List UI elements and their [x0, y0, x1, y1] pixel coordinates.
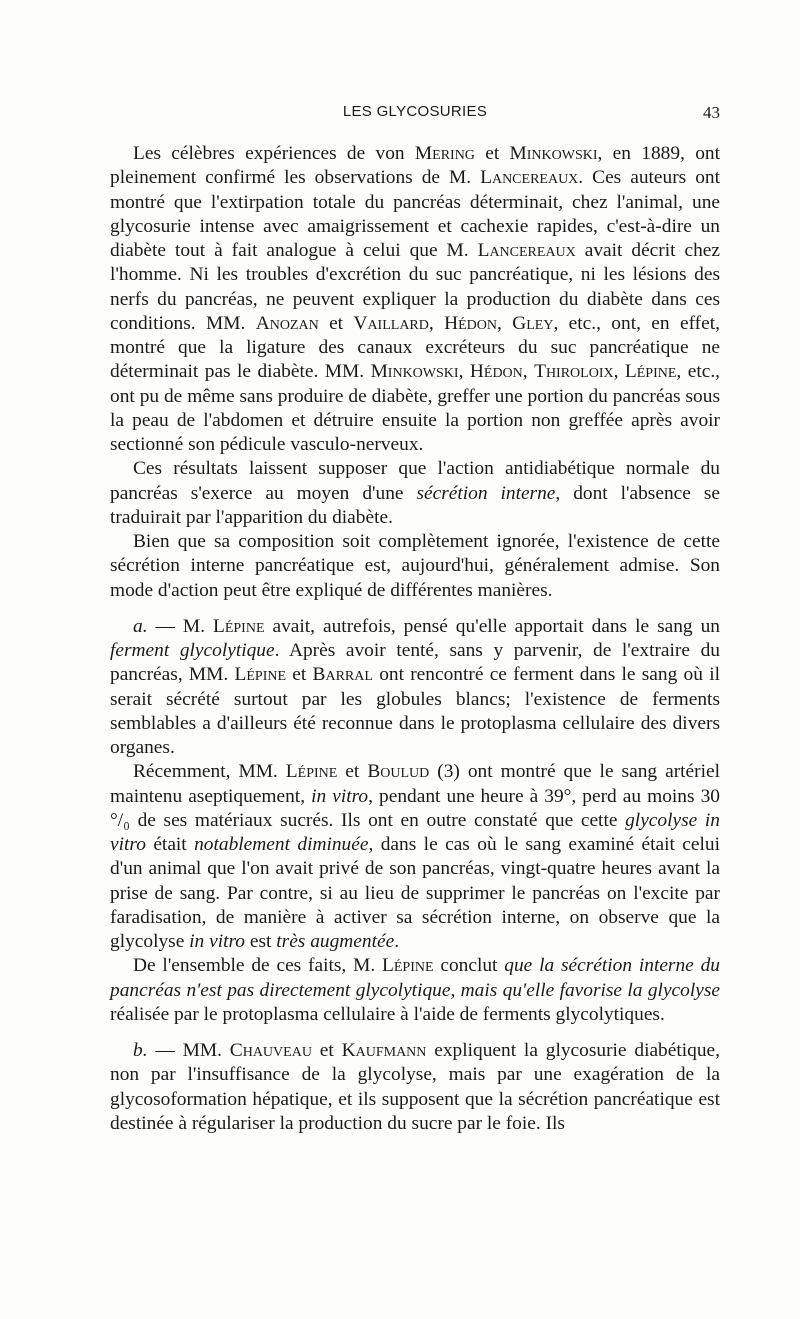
text-run: , dans le cas où le sang examiné était celui d'un animal que l'on avait privé de son pancréas, vingt-quatre heures avant la prise de sang. Par contre, si au lieu de supprimer le pancréas on l'excite par faradisation, de manière à activer sa sécrétion interne, on observe que la glycolyse — [110, 834, 720, 952]
text-run: , en 1889, ont pleinement confirmé les observations de M. — [110, 143, 720, 189]
text-run: . Ces auteurs ont montré que l'extirpation totale du pancréas déterminait, chez l'animal, une glycosurie intense avec amaigrissement et cachexie rapides, c'est-à-dire un diabète tout à fait analogue à celui que M. — [110, 167, 721, 261]
text-run: De l'ensemble de ces faits, M. — [133, 955, 383, 977]
paragraph — [110, 615, 720, 761]
text-run: réalisée par le protoplasma cellulaire à l'aide de ferments glycolytiques. — [110, 1003, 665, 1025]
text-run: et — [311, 1040, 342, 1061]
author-name: Thiroloix — [534, 361, 614, 383]
author-name: Lépine — [234, 664, 287, 686]
author-name: Minkowski — [370, 361, 459, 383]
text-run: , etc., ont pu de même sans produire de diabète, greffer une portion du pancréas sous la peau de l'abdomen et détruire ensuite la portion non greffée après avoir sectionné son pédicule vasculo-nerveux. — [110, 361, 721, 455]
author-name: Lépine — [212, 615, 265, 637]
paragraph — [110, 457, 720, 530]
author-name: Boulud — [367, 761, 430, 783]
text-run: expliquent la glycosurie diabétique, non par l'insuffisance de la glycolyse, mais par une exagération de la glycosoformation hépatique, et ils supposent que la sécrétion pancréatique est destinée à régulariser la production du sucre par le foie. Ils — [110, 1040, 720, 1134]
author-name: Hédon — [469, 361, 523, 383]
author-name: Gley — [512, 312, 554, 334]
author-name: Lancereaux — [480, 167, 579, 189]
text-run: et — [286, 664, 313, 686]
author-name: Lépine — [624, 361, 677, 383]
emphasis-text: a. — [133, 615, 148, 637]
text-run: (3) ont montré que le sang artériel maintenu aseptiquement, — [110, 761, 720, 807]
paragraph — [110, 530, 720, 603]
text-run: et — [474, 143, 510, 164]
paragraph — [110, 1039, 720, 1136]
emphasis-text: ferment glycolytique — [110, 640, 275, 661]
running-head — [110, 101, 720, 125]
text-run: — M. — [147, 615, 213, 637]
text-run: , — [522, 361, 535, 383]
text-run: et — [337, 761, 368, 783]
text-run: ont rencontré ce ferment dans le sang où il serait sécrété surtout par les globules blancs; l'existence de ferments semblables a d'ailleurs été reconnue dans le protoplasma cellulaire des divers organes. — [110, 664, 720, 758]
text-run: Récemment, MM. — [133, 761, 286, 783]
author-name: Chauveau — [229, 1040, 312, 1061]
emphasis-text: que la sécrétion interne du pancréas n'est pas directement glycolytique, mais qu'elle favorise la glycolyse — [110, 955, 720, 1001]
author-name: Minkowski — [509, 143, 598, 164]
text-run: , — [458, 361, 470, 383]
text-run: . — [394, 931, 400, 952]
author-name: Mering — [414, 143, 475, 164]
emphasis-text: in vitro — [189, 931, 246, 952]
emphasis-text: in vitro — [311, 785, 369, 807]
author-name: Kaufmann — [341, 1040, 427, 1061]
text-run: avait, autrefois, pensé qu'elle apportait dans le sang un — [264, 615, 720, 637]
text-run: Ces résultats laissent supposer que l'action antidiabétique normale du pancréas s'exerce au moyen d'une — [110, 458, 720, 504]
emphasis-text: notablement diminuée — [194, 834, 369, 855]
text-run: conclut — [433, 955, 505, 977]
author-name: Hédon — [444, 312, 497, 334]
author-name: Barral — [312, 664, 373, 686]
text-run: Les célèbres expériences de von — [133, 143, 415, 164]
paragraph — [110, 954, 720, 1027]
emphasis-text: glycolyse in vitro — [110, 809, 720, 855]
text-run: , — [497, 312, 513, 334]
text-run: était — [145, 834, 195, 855]
paragraph — [110, 760, 720, 954]
text-run: . Après avoir tenté, sans y parvenir, de l'extraire du pancréas, MM. — [110, 640, 720, 686]
emphasis-text: très augmentée — [276, 931, 395, 952]
text-run: — MM. — [147, 1040, 230, 1061]
page-number: 43 — [703, 103, 720, 122]
text-run: , — [613, 361, 625, 383]
text-run: avait décrit chez l'homme. Ni les troubles d'excrétion du suc pancréatique, ni les lésions des nerfs du pancréas, ne peuvent expliquer la production du diabète dans ces conditions. MM. — [110, 240, 720, 334]
paragraph — [110, 142, 720, 457]
text-run: est — [245, 931, 277, 952]
text-run: et — [318, 312, 354, 334]
author-name: Lépine — [285, 761, 338, 783]
text-run: , — [428, 312, 445, 334]
text-run: , etc., ont, en effet, montré que la ligature des canaux excréteurs du suc pancréatique ne déterminait pas le diabète. MM. — [110, 312, 720, 383]
text-run: Bien que sa composition soit complètement ignorée, l'existence de cette sécrétion interne pancréatique est, aujourd'hui, généralement admise. Son mode d'action peut être expliqué de différentes manières. — [110, 531, 720, 601]
body-text — [110, 142, 720, 1136]
emphasis-text: sécrétion interne — [416, 482, 556, 504]
author-name: Lépine — [382, 955, 434, 977]
author-name: Anozan — [255, 312, 319, 334]
emphasis-text: b. — [133, 1040, 148, 1061]
text-run: , pendant une heure à 39°, perd au moins 30 °/₀ de ses matériaux sucrés. Ils ont en outre constaté que cette — [110, 785, 720, 831]
author-name: Vaillard — [353, 312, 429, 334]
author-name: Lancereaux — [477, 240, 576, 261]
text-run: , dont l'absence se traduirait par l'apparition du diabète. — [110, 482, 720, 528]
running-title: LES GLYCOSURIES — [342, 103, 488, 120]
